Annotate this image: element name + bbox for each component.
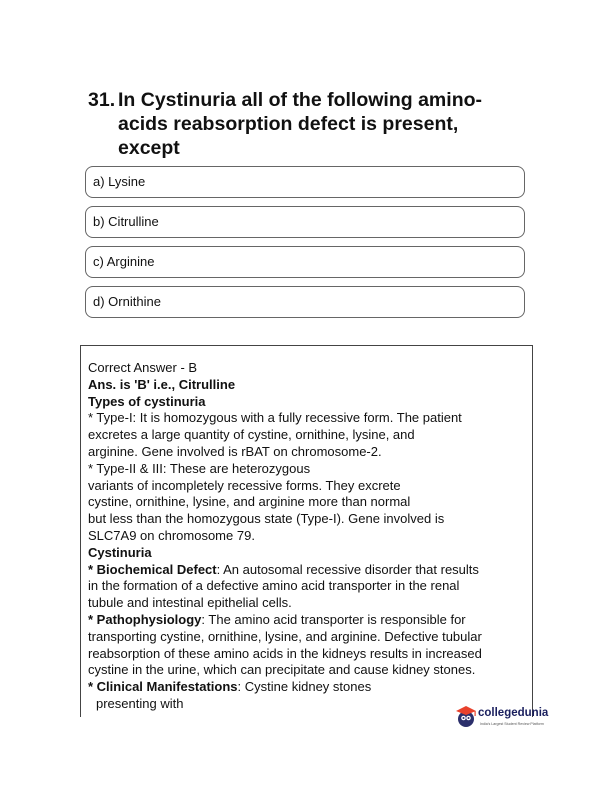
- clinical-manifestations-paragraph: * Clinical Manifestations: Cystine kidney stones: [88, 679, 372, 695]
- pathophysiology-label: Pathophysiology: [96, 611, 202, 627]
- correct-answer-line: Correct Answer - B: [88, 360, 198, 375]
- logo-tagline: India's Largest Student Review Platform: [480, 722, 544, 726]
- types-heading: Types of cystinuria: [88, 393, 206, 409]
- answer-explanation-box: [80, 345, 533, 717]
- question-title: [88, 88, 528, 160]
- pathophysiology-paragraph: * Pathophysiology: The amino acid transporter is responsible for transporting cystine, ornithine, lysine, and arginine. Defective tubular reabsorption of these amino acids in the kidneys results in increased cystine in the urine, which can precipitate and cause kidney stones.: [88, 611, 482, 678]
- clinical-manifestations-text: : Cystine kidney stones: [237, 679, 372, 695]
- answer-statement: Ans. is 'B' i.e., Citrulline: [88, 376, 236, 392]
- collegedunia-logo: [454, 704, 574, 734]
- option-a[interactable]: a) Lysine: [85, 166, 525, 198]
- question-text: In Cystinuria all of the following amino- acids reabsorption defect is present, except: [118, 89, 483, 159]
- pathophysiology-text: : The amino acid transporter is responsible for transporting cystine, ornithine, lysine, and arginine. Defective tubular reabsorption of these amino acids in the kidneys results in increased cystine in the urine, which can precipitate and cause kidney stones.: [88, 611, 482, 678]
- clinical-manifestations-label: Clinical Manifestations: [96, 679, 238, 695]
- type-2-text: * Type-II & III: These are heterozygous variants of incompletely recessive forms. They excrete cystine, ornithine, lysine, and arginine more than normal but less than the homozygous state (Type-I). Gene involved is SLC7A9 on chromosome 79.: [88, 460, 445, 543]
- option-b[interactable]: b) Citrulline: [85, 206, 525, 238]
- biochemical-defect-label: Biochemical Defect: [96, 561, 217, 577]
- question-number: 31.: [88, 89, 116, 111]
- type-1-text: * Type-I: It is homozygous with a fully recessive form. The patient excretes a large quantity of cystine, ornithine, lysine, and arginine. Gene involved is rBAT on chromosome-2.: [88, 410, 462, 459]
- biochemical-defect-paragraph: * Biochemical Defect: An autosomal recessive disorder that results in the formation of a defective amino acid transporter in the renal tubule and intestinal epithelial cells.: [88, 561, 479, 611]
- biochemical-defect-text: : An autosomal recessive disorder that results in the formation of a defective amino acid transporter in the renal tubule and intestinal epithelial cells.: [88, 561, 479, 611]
- graduate-cap-icon: [454, 704, 480, 730]
- option-d[interactable]: d) Ornithine: [85, 286, 525, 318]
- logo-name: collegedunia: [478, 707, 549, 719]
- cystinuria-heading: Cystinuria: [88, 544, 152, 560]
- clinical-continuation: presenting with: [96, 695, 184, 711]
- option-c[interactable]: c) Arginine: [85, 246, 525, 278]
